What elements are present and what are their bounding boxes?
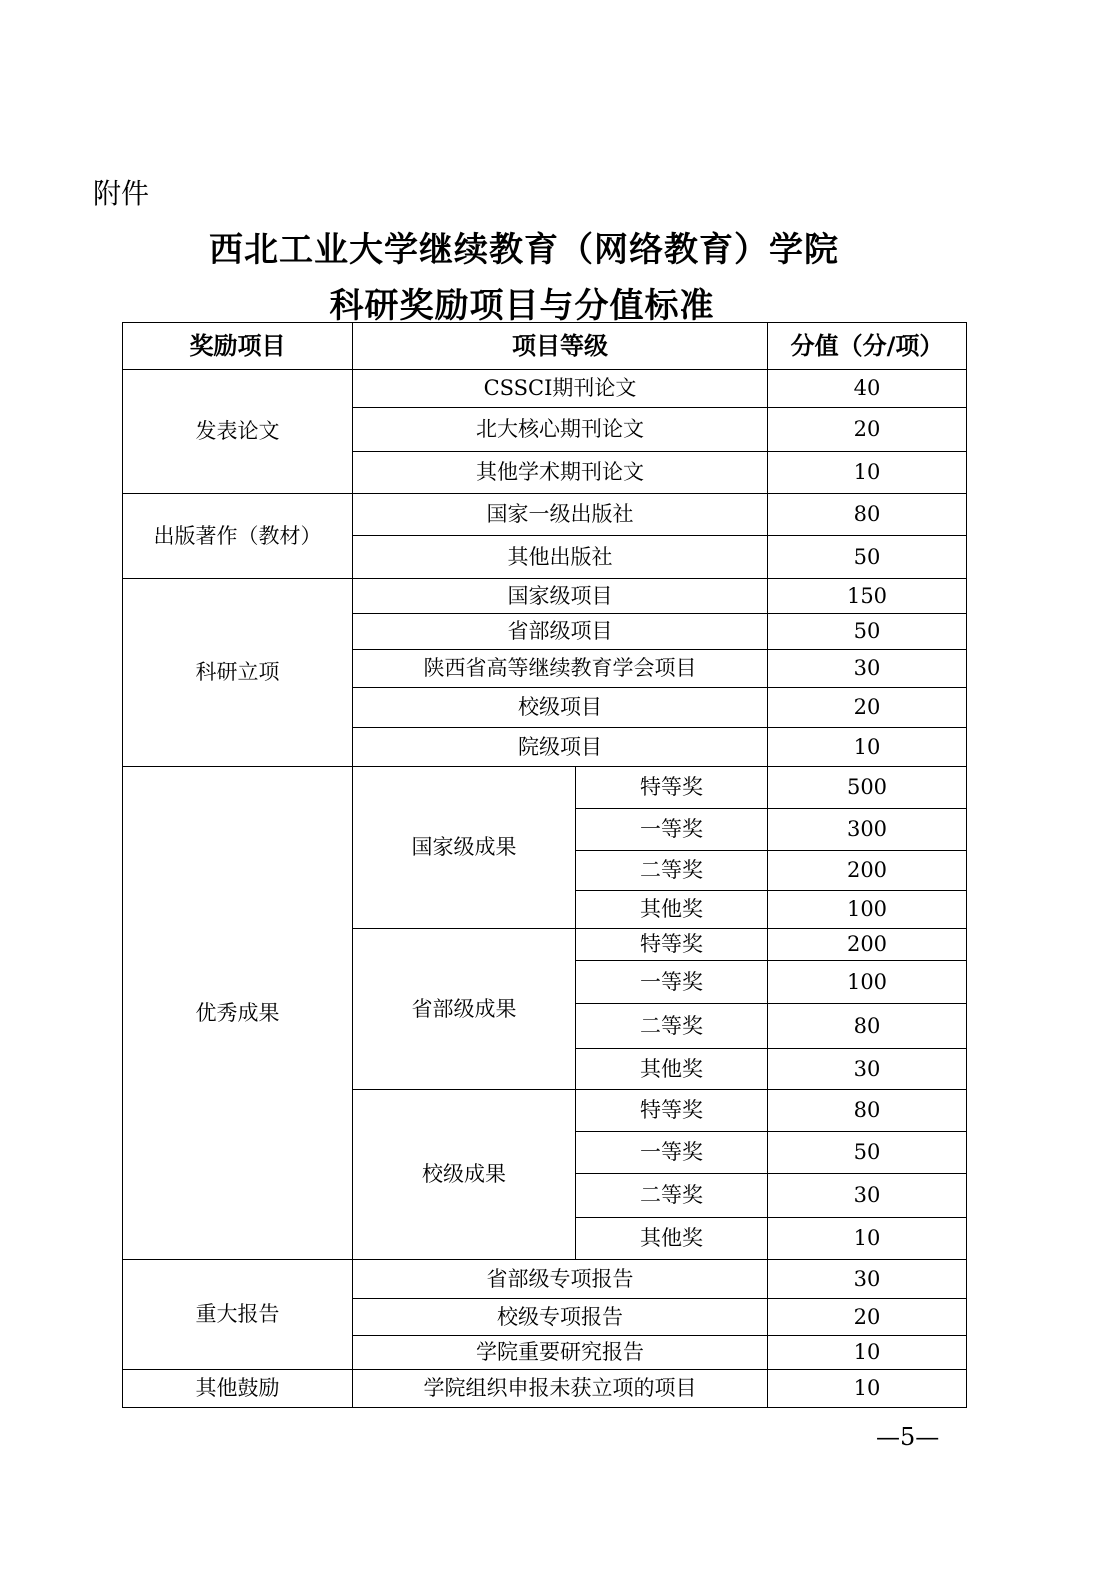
score-cell: 30 xyxy=(768,1174,967,1218)
level-cell: 陕西省高等继续教育学会项目 xyxy=(353,650,768,688)
score-cell: 80 xyxy=(768,1004,967,1049)
score-cell: 200 xyxy=(768,929,967,961)
level-cell: 学院重要研究报告 xyxy=(353,1336,768,1370)
score-cell: 10 xyxy=(768,452,967,494)
level-cell: 国家一级出版社 xyxy=(353,494,768,536)
level-cell: 其他奖 xyxy=(576,1049,768,1090)
page-number: —5— xyxy=(876,1423,940,1451)
score-cell: 100 xyxy=(768,961,967,1004)
level-cell: 二等奖 xyxy=(576,1004,768,1049)
level-cell: 一等奖 xyxy=(576,809,768,851)
subgroup-name: 校级成果 xyxy=(353,1090,576,1260)
score-cell: 40 xyxy=(768,370,967,408)
header-item: 奖励项目 xyxy=(123,323,353,370)
group-name: 出版著作（教材） xyxy=(123,494,353,579)
level-cell: 二等奖 xyxy=(576,851,768,891)
table-row xyxy=(123,579,967,614)
score-cell: 20 xyxy=(768,408,967,452)
level-cell: 一等奖 xyxy=(576,961,768,1004)
score-cell: 50 xyxy=(768,536,967,579)
score-cell: 30 xyxy=(768,650,967,688)
level-cell: 国家级项目 xyxy=(353,579,768,614)
score-cell: 10 xyxy=(768,1370,967,1408)
level-cell: 其他奖 xyxy=(576,891,768,929)
level-cell: 其他奖 xyxy=(576,1218,768,1260)
level-cell: 院级项目 xyxy=(353,728,768,767)
group-name: 发表论文 xyxy=(123,370,353,494)
level-cell: 一等奖 xyxy=(576,1132,768,1174)
score-cell: 200 xyxy=(768,851,967,891)
level-cell: 校级专项报告 xyxy=(353,1299,768,1336)
table-row xyxy=(123,1370,967,1408)
score-cell: 50 xyxy=(768,614,967,650)
group-name: 优秀成果 xyxy=(123,767,353,1260)
header-level: 项目等级 xyxy=(353,323,768,370)
table-row xyxy=(123,494,967,536)
table-header-row xyxy=(123,323,967,370)
table-row xyxy=(123,370,967,408)
score-cell: 30 xyxy=(768,1260,967,1299)
score-cell: 20 xyxy=(768,688,967,728)
level-cell: 特等奖 xyxy=(576,767,768,809)
score-cell: 20 xyxy=(768,1299,967,1336)
score-cell: 80 xyxy=(768,1090,967,1132)
score-cell: 80 xyxy=(768,494,967,536)
subgroup-name: 国家级成果 xyxy=(353,767,576,929)
level-cell: 其他学术期刊论文 xyxy=(353,452,768,494)
score-cell: 100 xyxy=(768,891,967,929)
header-score: 分值（分/项） xyxy=(768,323,967,370)
level-cell: 学院组织申报未获立项的项目 xyxy=(353,1370,768,1408)
score-cell: 150 xyxy=(768,579,967,614)
attachment-label: 附件 xyxy=(93,177,150,210)
group-name: 重大报告 xyxy=(123,1260,353,1370)
level-cell: 校级项目 xyxy=(353,688,768,728)
reward-standard-table xyxy=(122,322,967,1408)
table-row xyxy=(123,767,967,809)
level-cell: 特等奖 xyxy=(576,929,768,961)
group-name: 科研立项 xyxy=(123,579,353,767)
document-title-line1: 西北工业大学继续教育（网络教育）学院 xyxy=(209,230,839,270)
table-row xyxy=(123,1260,967,1299)
document-title-line2: 科研奖励项目与分值标准 xyxy=(329,286,715,326)
subgroup-name: 省部级成果 xyxy=(353,929,576,1090)
level-cell: 二等奖 xyxy=(576,1174,768,1218)
level-cell: 特等奖 xyxy=(576,1090,768,1132)
score-cell: 10 xyxy=(768,1218,967,1260)
score-cell: 10 xyxy=(768,1336,967,1370)
score-cell: 50 xyxy=(768,1132,967,1174)
level-cell: 省部级专项报告 xyxy=(353,1260,768,1299)
level-cell: 北大核心期刊论文 xyxy=(353,408,768,452)
score-cell: 30 xyxy=(768,1049,967,1090)
score-cell: 10 xyxy=(768,728,967,767)
score-cell: 500 xyxy=(768,767,967,809)
level-cell: CSSCI期刊论文 xyxy=(353,370,768,408)
score-cell: 300 xyxy=(768,809,967,851)
level-cell: 省部级项目 xyxy=(353,614,768,650)
level-cell: 其他出版社 xyxy=(353,536,768,579)
group-name: 其他鼓励 xyxy=(123,1370,353,1408)
